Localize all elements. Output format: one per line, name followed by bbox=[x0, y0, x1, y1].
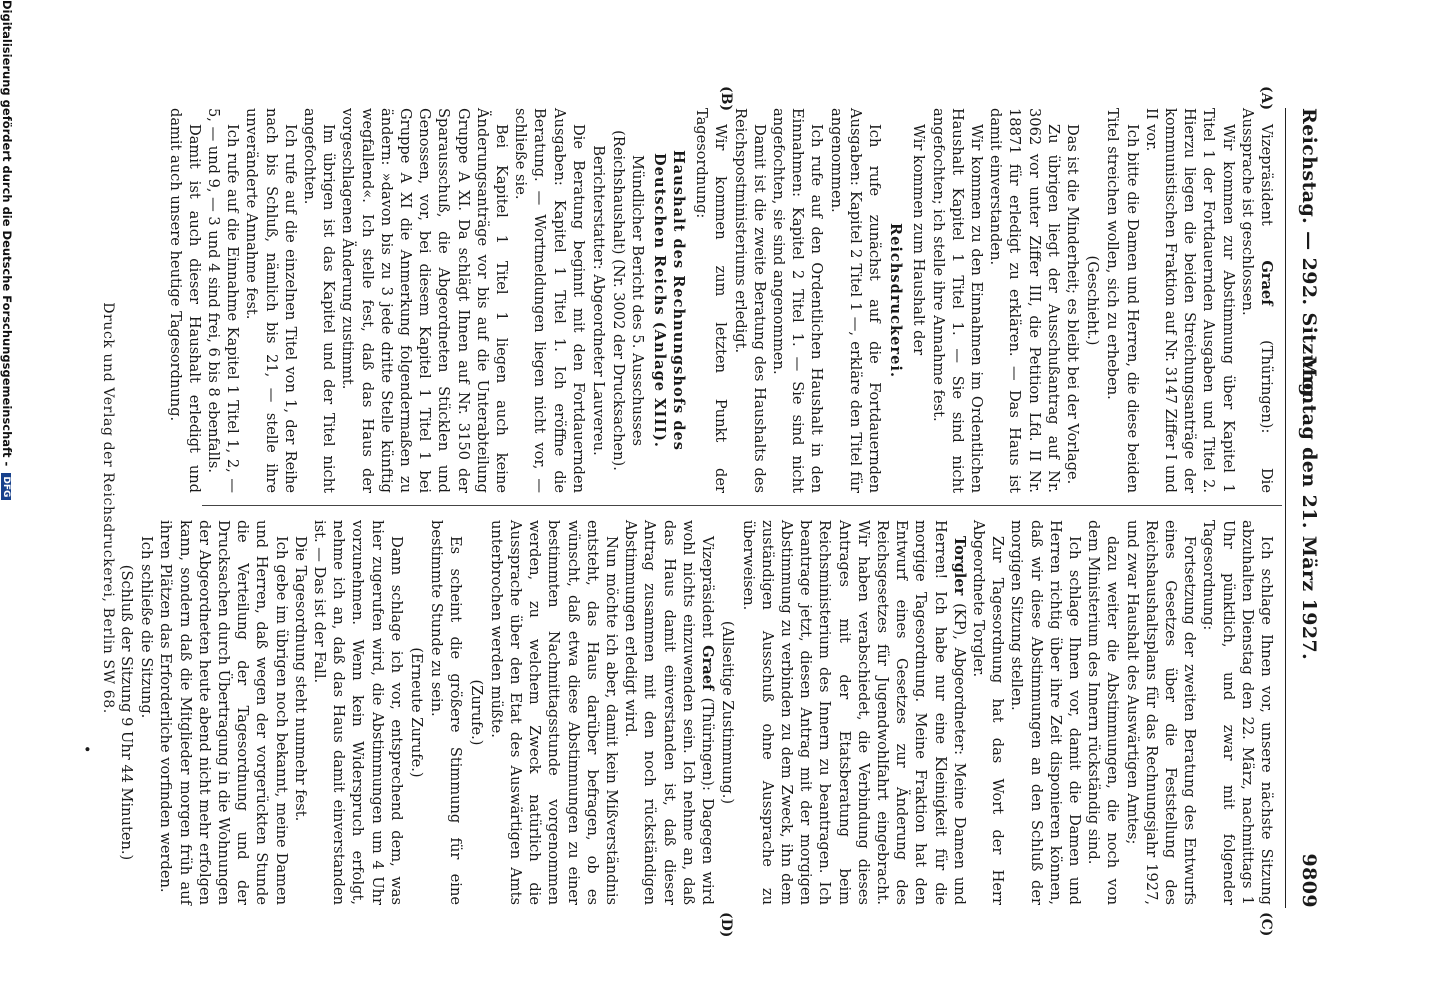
header-rule bbox=[1285, 108, 1286, 908]
speaker-name: Torgler bbox=[950, 536, 968, 596]
paragraph: Wir kommen zum Haushalt der bbox=[910, 124, 928, 356]
digitization-note bbox=[0, 0, 14, 1000]
header-left: Reichstag. — 292. Sitzung. bbox=[1298, 108, 1320, 404]
margin-mark-b: (B) bbox=[718, 86, 734, 112]
speaker-name: Graef bbox=[699, 645, 717, 691]
paragraph: Ich bitte die Damen und Herren, die diese beiden Titel streichen wollen, sich zu erheben. bbox=[1104, 108, 1141, 493]
session-end-note: (Schluß der Sitzung 9 Uhr 44 Minuten.) bbox=[118, 564, 136, 861]
margin-mark-c: (C) bbox=[1258, 912, 1274, 937]
paragraph: Vizepräsident Graef (Thüringen): Dagegen wird wohl nichts einzuwenden sein. Ich nehme an, daß das Haus damit einverstanden ist, daß dieser Antrag zusammen mit den noch rückständigen Abstimmungen erledigt wird. bbox=[622, 520, 717, 905]
digitization-text: Digitalisierung gefördert durch die Deutsche Forschungsgemeinschaft - bbox=[0, 0, 14, 467]
paragraph: Bei Kapitel 1 Titel 1 liegen auch keine Änderungsanträge vor bis auf die Unterabteilung Gruppe A XI. Da schlägt Ihnen auf Nr. 3150 der Sparausschuß, die Abgeordneten Stücklen und Genossen, vor, bei diesem Kapitel 1 Titel 1 bei Gruppe A XI die Anmerkung folgendermaßen zu ändern: »davon bis zu 3 jede dritte Stelle künftig wegfallend«. Ich stelle fest, daß das Haus der vorgeschlagenen Änderung zustimmt. bbox=[339, 108, 511, 493]
margin-mark-a: (A) bbox=[1258, 86, 1274, 111]
right-column bbox=[116, 520, 1276, 905]
section-heading: Reichsdruckerei. bbox=[887, 222, 905, 379]
paragraph: Wir kommen zum letzten Punkt der Tagesordnung: bbox=[693, 108, 730, 493]
printer-imprint: Druck und Verlag der Reichsdruckerei, Berlin SW 68. bbox=[100, 302, 116, 714]
ink-speck: • bbox=[78, 745, 94, 754]
stage-direction: (Erneute Zurufe.) bbox=[408, 647, 426, 778]
paragraph: Vizepräsident Graef (Thüringen): Die Aussprache ist geschlossen. bbox=[1238, 108, 1275, 493]
paragraph: Ich rufe zunächst auf die Fortdauernden Ausgaben: Kapitel 2 Titel 1 —, erkläre den Titel für angenommen. bbox=[827, 108, 883, 493]
paragraph: Zu übrigen liegt der Ausschußantrag auf Nr. 3062 vor unter Ziffer III, die Petition Lfd. II Nr. 18871 für erledigt zu erklären. — Das Haus ist damit einverstanden. bbox=[987, 108, 1062, 493]
paragraph: Mündlicher Bericht des 5. Ausschusses (Reichshaushalt) (Nr. 3002 der Drucksachen). bbox=[610, 130, 647, 471]
header-date: Montag den 21. März 1927. bbox=[1298, 355, 1320, 661]
stage-direction: (Geschieht.) bbox=[1084, 255, 1102, 346]
paragraph: Berichterstatter: Abgeordneter Lauvereu. bbox=[590, 145, 608, 456]
paragraph: Wir kommen zur Abstimmung über Kapitel 1 Titel 1 der Fortdauernden Ausgaben und Titel 2. Hierzu liegen die beiden Streichungsanträge der kommunistischen Fraktion auf Nr. 3147 Ziffer I und II vor. bbox=[1142, 108, 1237, 493]
paragraph: Fortsetzung der zweiten Beratung des Entwurfs eines Gesetzes über die Feststellung des Reichshaushaltsplans für das Rechnungsjahr 1927, und zwar Haushalt des Auswärtigen Amtes; bbox=[1123, 520, 1199, 905]
column-divider bbox=[202, 505, 1282, 506]
paragraph: Im übrigen ist das Kapitel und der Titel nicht angefochten. bbox=[301, 108, 338, 493]
speaker-name: Graef bbox=[1258, 260, 1275, 306]
stage-direction: (Allseitige Zustimmung.) bbox=[719, 620, 737, 805]
paragraph: Ich rufe auf die einzelnen Titel von 1, der Reihe nach bis Schluß, nämlich bis 21, — stelle ihre unveränderte Annahme fest. bbox=[243, 108, 299, 493]
page-number: 9809 bbox=[1298, 853, 1320, 908]
left-column bbox=[165, 108, 1276, 493]
margin-mark-d: (D) bbox=[718, 912, 734, 938]
paragraph: Ich schlage Ihnen vor, damit die Damen und Herren richtig über ihre Zeit disponieren können, daß wir diese Abstimmungen an den Schluß der morgigen Sitzung stellen. bbox=[1008, 520, 1083, 905]
paragraph: Damit ist auch dieser Haushalt erledigt und damit auch unsere heutige Tagesordnung. bbox=[166, 108, 203, 493]
paragraph: Ich rufe auf die Einnahme Kapitel 1 Titel 1, 2, — 5, — und 9, — 3 und 4 sind frei, 6 bis 8 ebenfalls. bbox=[205, 108, 242, 493]
page-header bbox=[1286, 108, 1320, 908]
stage-direction: (Zurufe.) bbox=[467, 679, 485, 746]
paragraph: Das ist die Minderheit; es bleibt bei der Vorlage. bbox=[1063, 124, 1081, 485]
paragraph: Dann schlage ich vor, entsprechend dem, was hier zugerufen wird, die Abstimmungen um 4 Uhr vorzunehmen. Wenn kein Widerspruch erfolgt, nehme ich an, daß das Haus damit einverstanden ist. — Das ist der Fall. bbox=[311, 520, 405, 905]
paragraph: Wir kommen zu den Einnahmen im Ordentlichen Haushalt Kapitel 1 Titel 1. — Sie sind nicht angefochten; ich stelle ihre Annahme fest. bbox=[929, 108, 985, 493]
section-heading: Haushalt des Rechnungshofs des Deutschen Reichs (Anlage XIII). bbox=[650, 149, 687, 452]
paragraph: Damit ist die zweite Beratung des Haushalts des Reichspostministeriums erledigt. bbox=[731, 108, 768, 493]
paragraph: Es scheint die größere Stimmung für eine bestimmte Stunde zu sein. bbox=[428, 520, 465, 905]
paragraph: dazu weiter die Abstimmungen, die noch von dem Ministerium des Innern rückständig sind. bbox=[1085, 520, 1122, 905]
paragraph: Ich schlage Ihnen vor, unsere nächste Sitzung abzuhalten Dienstag den 22. März, nachmittags 1 Uhr pünktlich, und zwar mit folgender Tagesordnung: bbox=[1200, 520, 1275, 905]
paragraph: Die Tagesordnung steht nunmehr fest. bbox=[291, 536, 309, 822]
dfg-logo: DFG bbox=[1, 473, 11, 500]
paragraph: Ich schließe die Sitzung. bbox=[138, 536, 156, 719]
paragraph: Ich rufe auf den Ordentlichen Haushalt in den Einnahmen: Kapitel 2 Titel 1. — Sie sind nicht angefochten, sie sind angenommen. bbox=[769, 108, 826, 493]
paragraph: Ich gebe im übrigen noch bekannt, meine Damen und Herren, daß wegen der vorgerückten Stunde die Verteilung der Tagesordnung und der Drucksachen durch Übertragung in die Wohnungen der Abgeordneten heute abend nicht mehr erfolgen kann, sondern daß die Mitglieder morgen früh auf ihren Plätzen das Erforderliche vorfinden werden. bbox=[157, 520, 290, 905]
paragraph: Zur Tagesordnung hat das Wort der Herr Abgeordnete Torgler. bbox=[969, 520, 1007, 905]
paragraph: Die Beratung beginnt mit den Fortdauernden Ausgaben: Kapitel 1 Titel 1. Ich eröffne die Beratung. — Wortmeldungen liegen nicht vor, — schließe sie. bbox=[512, 108, 587, 493]
paragraph: Nun möchte ich aber, damit kein Mißverständnis entsteht, das Haus darüber befragen, ob es wünscht, daß etwa diese Abstimmungen zu einer bestimmten Nachmittagsstunde vorgenommen werden, zu welchem Zweck natürlich die Aussprache über den Etat des Auswärtigen Amts unterbrochen werden müßte. bbox=[487, 520, 621, 905]
paragraph: Torgler (KP), Abgeordneter: Meine Damen und Herren! Ich habe nur eine Kleinigkeit für die morgige Tagesordnung. Meine Fraktion hat den Entwurf eines Gesetzes zur Änderung des Reichsgesetzes für Jugendwohlfahrt eingebracht. Wir haben verabschiedet, die Verbindung dieses Antrages mit der Etatsberatung beim Reichsministerium des Innern zu beantragen. Ich beantrage jetzt, diesen Antrag mit der morgigen Abstimmung zu verbinden zu dem Zweck, ihn dem zuständigen Ausschuß ohne Aussprache zu überweisen. bbox=[739, 520, 968, 905]
